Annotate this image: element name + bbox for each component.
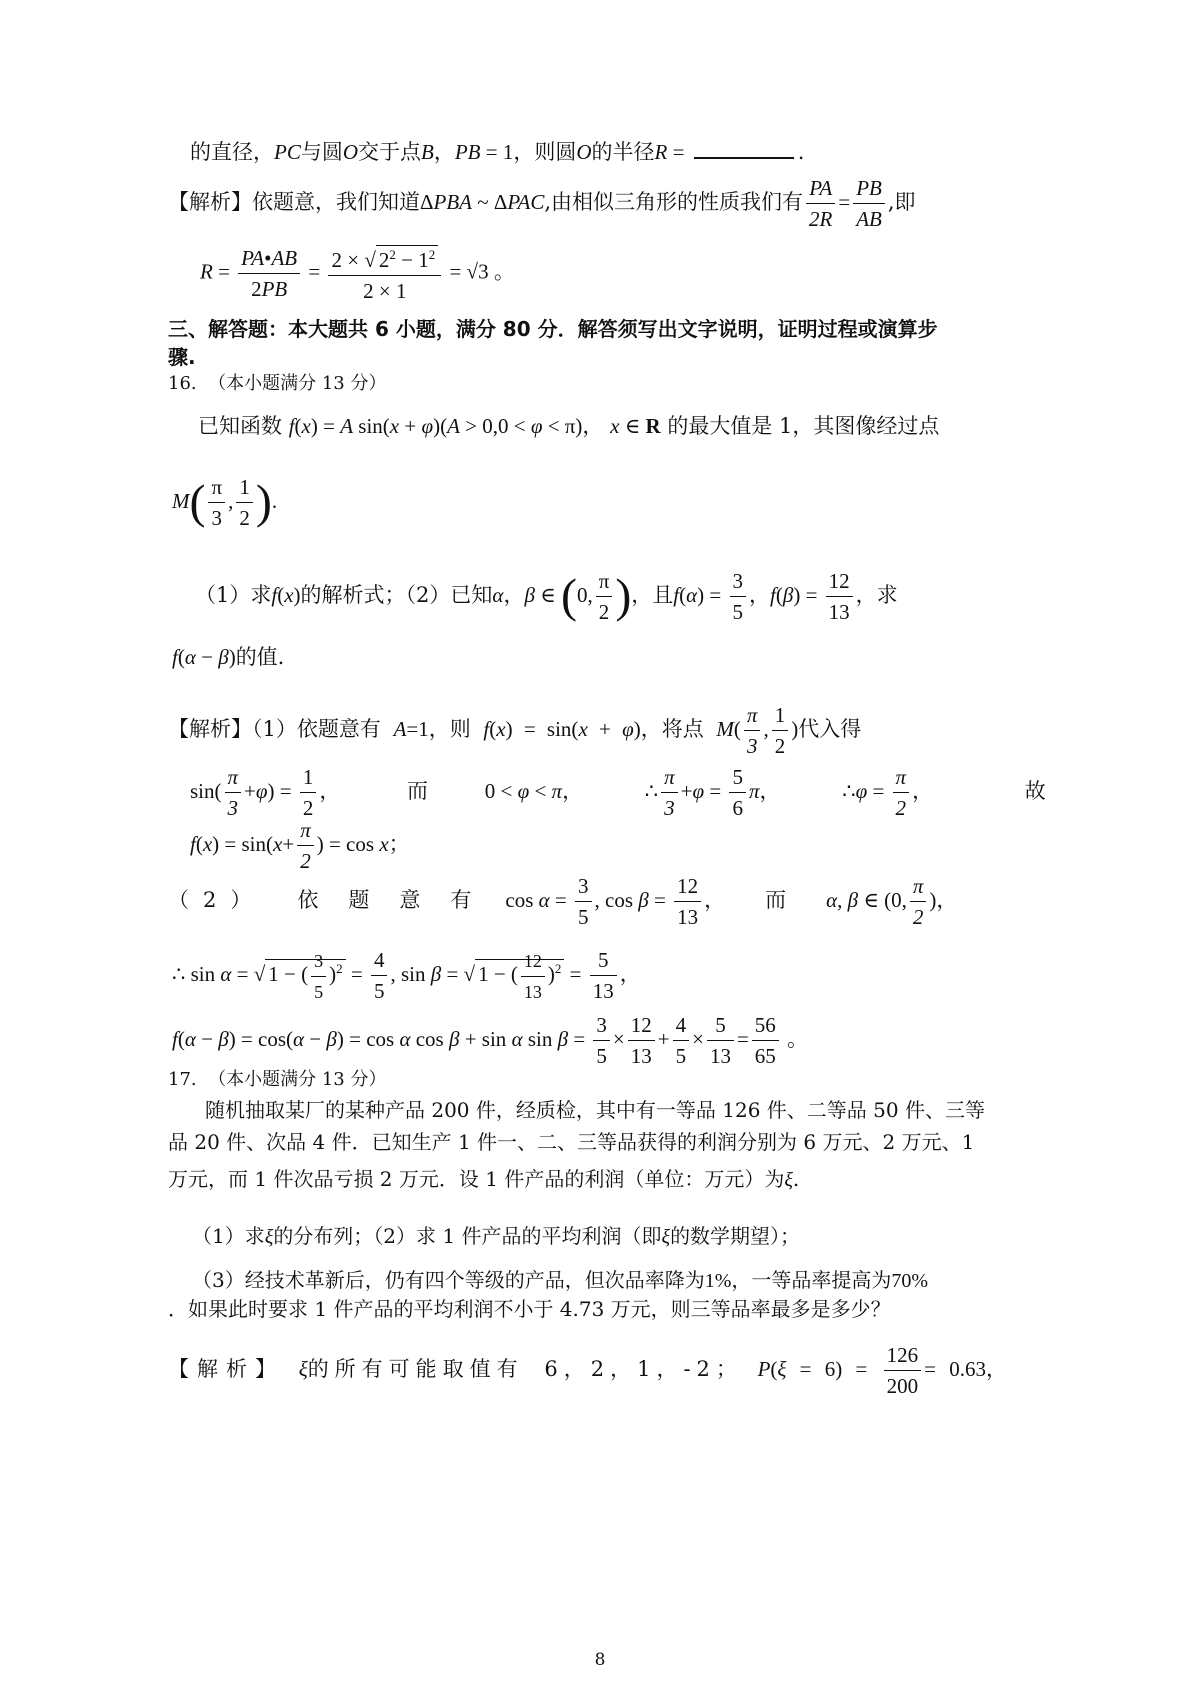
text: ,即 — [887, 190, 916, 214]
q17-line3: 万元，而 1 件次品亏损 2 万元．设 1 件产品的利润（单位：万元）为ξ. — [168, 1167, 800, 1191]
text: 万元，而 1 件次品亏损 2 万元．设 1 件产品的利润（单位：万元）为 — [168, 1167, 785, 1191]
text: 的分布列；（2）求 1 件产品的平均利润（即 — [273, 1224, 662, 1248]
text: 意 — [399, 888, 421, 912]
q17-ask3-cont: ．如果此时要求 1 件产品的平均利润不小于 4.73 万元，则三等品率最多是多少？ — [168, 1297, 891, 1321]
text: 题 — [348, 888, 370, 912]
question-points: （本小题满分 13 分） — [208, 1069, 387, 1090]
q17-line2: 品 20 件、次品 4 件．已知生产 1 件一、二、三等品获得的利润分别为 6 万元、2 万元、1 — [168, 1130, 975, 1154]
text: （1）求 — [192, 1224, 265, 1248]
page-number: 8 — [594, 1650, 606, 1670]
q16-point: M( $\frac{\pi}{3}$ , $\frac{1}{2}$ ). — [0, 472, 1200, 533]
text: 的解析式；（2）已知 — [300, 583, 493, 607]
question-number: 16. — [168, 373, 197, 394]
q17-ask1: （1）求ξ的分布列；（2）求 1 件产品的平均利润（即ξ的数学期望）； — [192, 1224, 801, 1248]
text: 故 — [1024, 779, 1046, 803]
text: ，一等品率提高为 — [731, 1268, 892, 1292]
q17-header — [0, 1066, 1200, 1094]
text: 的最大值是 1，其图像经过点 — [667, 414, 940, 438]
text: ，将点 — [640, 717, 704, 741]
text: . — [792, 1167, 800, 1191]
q17-sol-line1: 【解析】 ξ的所有可能取值有 6，2，1，-2； P(ξ = 6) = $\frac{126}{200}$ = 0.63， — [0, 1340, 1200, 1401]
text: 70% — [891, 1270, 929, 1292]
text: （1）求 — [195, 583, 272, 607]
section-title-cont: 骤. — [168, 345, 196, 369]
text: 1% — [704, 1270, 732, 1292]
text: 的半径 — [591, 140, 655, 164]
analysis-label: 【解析】 — [168, 717, 252, 741]
intro-line: 的直径，PC与圆O交于点B，PB = 1，则圆O的半径R = . — [190, 140, 805, 164]
text: ， — [433, 140, 455, 164]
text: 代入得 — [798, 717, 862, 741]
text: 依 — [297, 888, 319, 912]
q16-sol-line5: ∴ sin α = √ 1 − ( $\frac{3}{5}$ )$^2$ = $\frac{4}{5}$ , sin β = √ 1 − ( $\frac{12}{13}$ )$^2$ = $\frac{5}{13}$ ， — [0, 945, 1200, 1007]
q17-ask3 — [0, 1266, 1200, 1295]
text: ，求 — [855, 583, 898, 607]
text: ，则圆 — [513, 140, 577, 164]
q16-ask-cont: f(α − β)的值. — [172, 645, 285, 669]
text: ,由相似三角形的性质我们有 — [544, 190, 804, 214]
text: 的值. — [235, 645, 285, 669]
text: 的数学期望）； — [670, 1224, 801, 1248]
text: 依题意，我们知道 — [252, 190, 420, 214]
text: 而 — [765, 888, 787, 912]
text: 有 — [450, 888, 472, 912]
q16-stem: 已知函数 f(x) = A sin(x + φ)(A > 0,0 < φ < π)， x ∈ R 的最大值是 1，其图像经过点 — [198, 414, 940, 438]
section-title: 三、解答题：本大题共 6 小题，满分 80 分．解答须写出文字说明，证明过程或演算步 — [168, 317, 938, 341]
question-points: （本小题满分 13 分） — [208, 373, 387, 394]
text: ； — [388, 832, 410, 856]
q16-sol-line2: sin( $\frac{\pi}{3}$ +φ) = $\frac{1}{2}$ ， 而 0 < φ < π， ∴ $\frac{\pi}{3}$ +φ = $\frac{5}{6}$ π， ∴φ = $\frac{\pi}{2}$ ， 故 — [0, 762, 1200, 823]
text: 交于点 — [358, 140, 422, 164]
text: . — [797, 140, 805, 164]
text: 已知函数 — [198, 414, 282, 438]
analysis-label: 【解析】 — [168, 1357, 284, 1381]
text: 与圆 — [300, 140, 343, 164]
answer-blank — [694, 157, 794, 159]
q16-header — [0, 370, 1200, 398]
text: 而 — [407, 779, 429, 803]
text: （1）依题意有 — [252, 717, 381, 741]
question-number: 17. — [168, 1069, 197, 1090]
formula-R: R = $\frac{PA•AB}{2PB}$ = $\frac{2 \times √ 2^2 - 1^2}{2 \times 1}$ = √3 。 — [0, 240, 1200, 306]
text: ，则 — [428, 717, 471, 741]
text: ，且 — [631, 583, 674, 607]
q16-ask: （1）求f(x)的解析式；（2）已知α，β ∈ (0, $\frac{\pi}{2}$ )，且f(α) = $\frac{3}{5}$ ，f(β) = $\frac{12}{13}$ ，求 — [0, 566, 1200, 627]
q17-line1: 随机抽取某厂的某种产品 200 件，经质检，其中有一等品 126 件、二等品 50 件、三等 — [205, 1098, 985, 1122]
q16-sol-line3: f(x) = sin(x+ $\frac{\pi}{2}$ ) = cos x； — [0, 815, 1200, 876]
analysis-label: 【解析】 — [168, 190, 252, 214]
q16-sol-line6: f(α − β) = cos(α − β) = cos α cos β + sin α sin β = $\frac{3}{5}$ × $\frac{12}{13}$ + $\frac{4}{5}$ × $\frac{5}{13}$ = $\frac{56}{65}$ 。 — [0, 1010, 1200, 1071]
text: （2） — [168, 888, 266, 912]
analysis-line: 【解析】依题意，我们知道ΔPBA ~ ΔPAC,由相似三角形的性质我们有 $\frac{PA}{2R}$ = $\frac{PB}{AB}$ ,即 — [0, 173, 1200, 234]
q16-sol-line1: 【解析】（1）依题意有 A=1，则 f(x) = sin(x + φ)，将点 M( $\frac{\pi}{3}$ , $\frac{1}{2}$ )代入得 — [0, 700, 1200, 761]
text: 的所有可能取值有 6，2，1，-2； — [307, 1357, 743, 1381]
text: 的直径， — [190, 140, 274, 164]
text: （3）经技术革新后，仍有四个等级的产品，但次品率降为 — [192, 1268, 705, 1292]
q16-sol-line4: （2） 依 题 意 有 cos α = $\frac{3}{5}$ , cos β = $\frac{12}{13}$ ， 而 α, β ∈ (0, $\frac{\pi}{2}$ )， — [0, 871, 1200, 932]
